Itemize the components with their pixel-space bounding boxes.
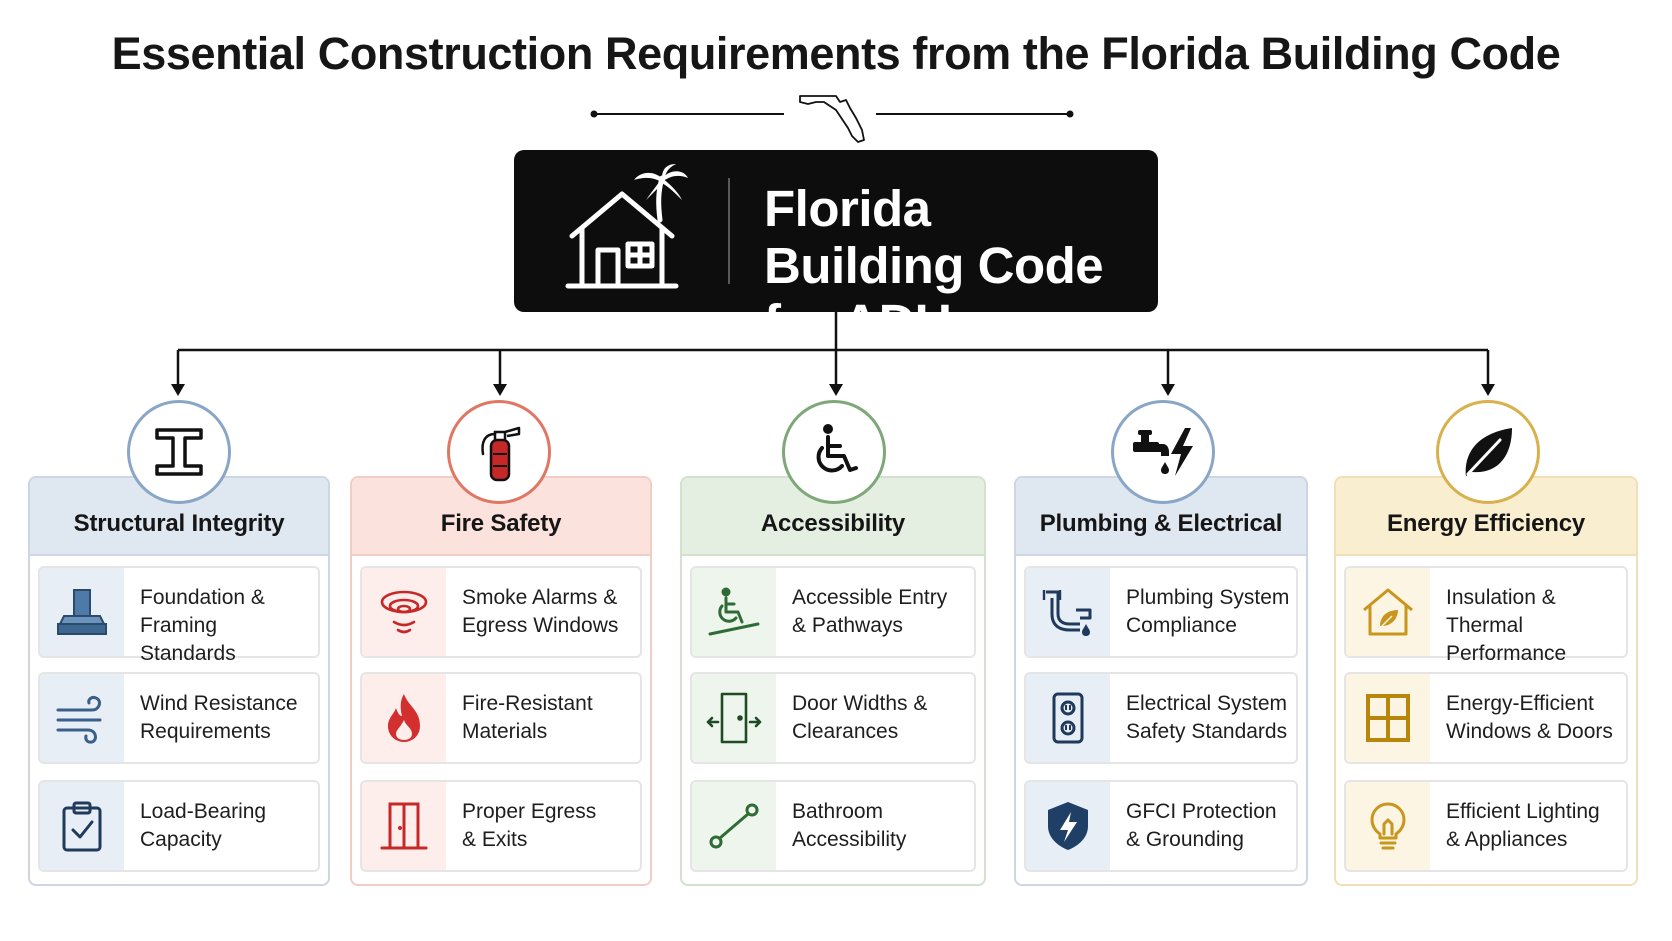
pipe-drip-icon bbox=[1040, 584, 1096, 640]
lightbulb-icon bbox=[1360, 798, 1416, 854]
requirement-item bbox=[690, 780, 976, 872]
requirement-item bbox=[360, 566, 642, 658]
requirement-label: GFCI Protection & Grounding bbox=[1126, 800, 1277, 851]
requirement-item bbox=[360, 780, 642, 872]
requirement-item bbox=[1024, 672, 1298, 764]
wind-icon bbox=[54, 690, 110, 746]
smoke-alarm-icon bbox=[376, 584, 432, 640]
category-plumbing-electrical bbox=[1014, 476, 1308, 886]
wheelchair-ramp-icon bbox=[706, 584, 762, 640]
requirement-label: Wind Resistance Requirements bbox=[140, 692, 298, 743]
category-title: Structural Integrity bbox=[73, 510, 285, 537]
requirement-item bbox=[1344, 672, 1628, 764]
requirement-label: Door Widths & Clearances bbox=[792, 692, 928, 743]
faucet-bolt-icon bbox=[1131, 420, 1195, 484]
page-title: Essential Construction Requirements from the Florida Building Code bbox=[111, 28, 1561, 79]
requirement-label: Accessible Entry & Pathways bbox=[792, 586, 948, 637]
wheelchair-icon bbox=[802, 420, 866, 484]
requirement-label: Energy-Efficient Windows & Doors bbox=[1446, 692, 1613, 743]
outlet-icon bbox=[1040, 690, 1096, 746]
requirement-label: Plumbing System Compliance bbox=[1126, 586, 1290, 637]
i-beam-icon bbox=[147, 420, 211, 484]
requirement-item bbox=[1344, 780, 1628, 872]
category-title: Plumbing & Electrical bbox=[1039, 510, 1283, 537]
clipboard-check-icon bbox=[54, 798, 110, 854]
grab-bar-icon bbox=[706, 798, 762, 854]
category-badge-energy bbox=[1436, 400, 1540, 504]
requirement-item bbox=[1344, 566, 1628, 665]
category-badge-structural bbox=[127, 400, 231, 504]
hero-banner bbox=[514, 150, 1158, 351]
requirement-label: Foundation & Framing Standards bbox=[140, 586, 265, 665]
requirement-item bbox=[38, 780, 320, 872]
category-title: Accessibility bbox=[760, 510, 906, 537]
requirement-label: Proper Egress & Exits bbox=[462, 800, 597, 851]
requirement-label: Fire-Resistant Materials bbox=[462, 692, 593, 743]
eco-house-icon bbox=[1360, 584, 1416, 640]
requirement-item bbox=[690, 566, 976, 658]
category-badge-accessibility bbox=[782, 400, 886, 504]
requirement-item bbox=[38, 566, 320, 665]
requirement-label: Electrical System Safety Standards bbox=[1126, 692, 1288, 743]
house-palm-icon bbox=[558, 164, 688, 296]
door-width-icon bbox=[706, 690, 762, 746]
category-energy-efficiency bbox=[1334, 476, 1638, 886]
requirement-label: Efficient Lighting & Appliances bbox=[1446, 800, 1600, 851]
requirement-item bbox=[38, 672, 320, 764]
fire-extinguisher-icon bbox=[467, 420, 531, 484]
connector-lines bbox=[0, 310, 1672, 400]
hero-title: Florida Building Code for ADUs bbox=[764, 180, 1104, 351]
hero-separator bbox=[728, 178, 730, 284]
category-title: Energy Efficiency bbox=[1386, 510, 1585, 537]
category-structural-integrity bbox=[28, 476, 330, 886]
requirement-label: Insulation & Thermal Performance bbox=[1446, 586, 1567, 665]
requirement-label: Load-Bearing Capacity bbox=[140, 800, 267, 851]
category-accessibility bbox=[680, 476, 986, 886]
requirement-item bbox=[1024, 566, 1298, 658]
category-title: Fire Safety bbox=[440, 510, 562, 537]
florida-outline-icon bbox=[800, 96, 864, 142]
requirement-label: Bathroom Accessibility bbox=[792, 800, 907, 851]
requirement-item bbox=[1024, 780, 1298, 872]
title-divider bbox=[590, 88, 1082, 144]
leaf-icon bbox=[1456, 420, 1520, 484]
shield-bolt-icon bbox=[1040, 798, 1096, 854]
category-badge-fire bbox=[447, 400, 551, 504]
window-icon bbox=[1360, 690, 1416, 746]
requirement-label: Smoke Alarms & Egress Windows bbox=[462, 586, 619, 637]
category-badge-plumbing bbox=[1111, 400, 1215, 504]
category-fire-safety bbox=[350, 476, 652, 886]
requirement-item bbox=[690, 672, 976, 764]
requirement-item bbox=[360, 672, 642, 764]
flame-icon bbox=[376, 690, 432, 746]
foundation-pillar-icon bbox=[54, 584, 110, 640]
exit-door-icon bbox=[376, 798, 432, 854]
